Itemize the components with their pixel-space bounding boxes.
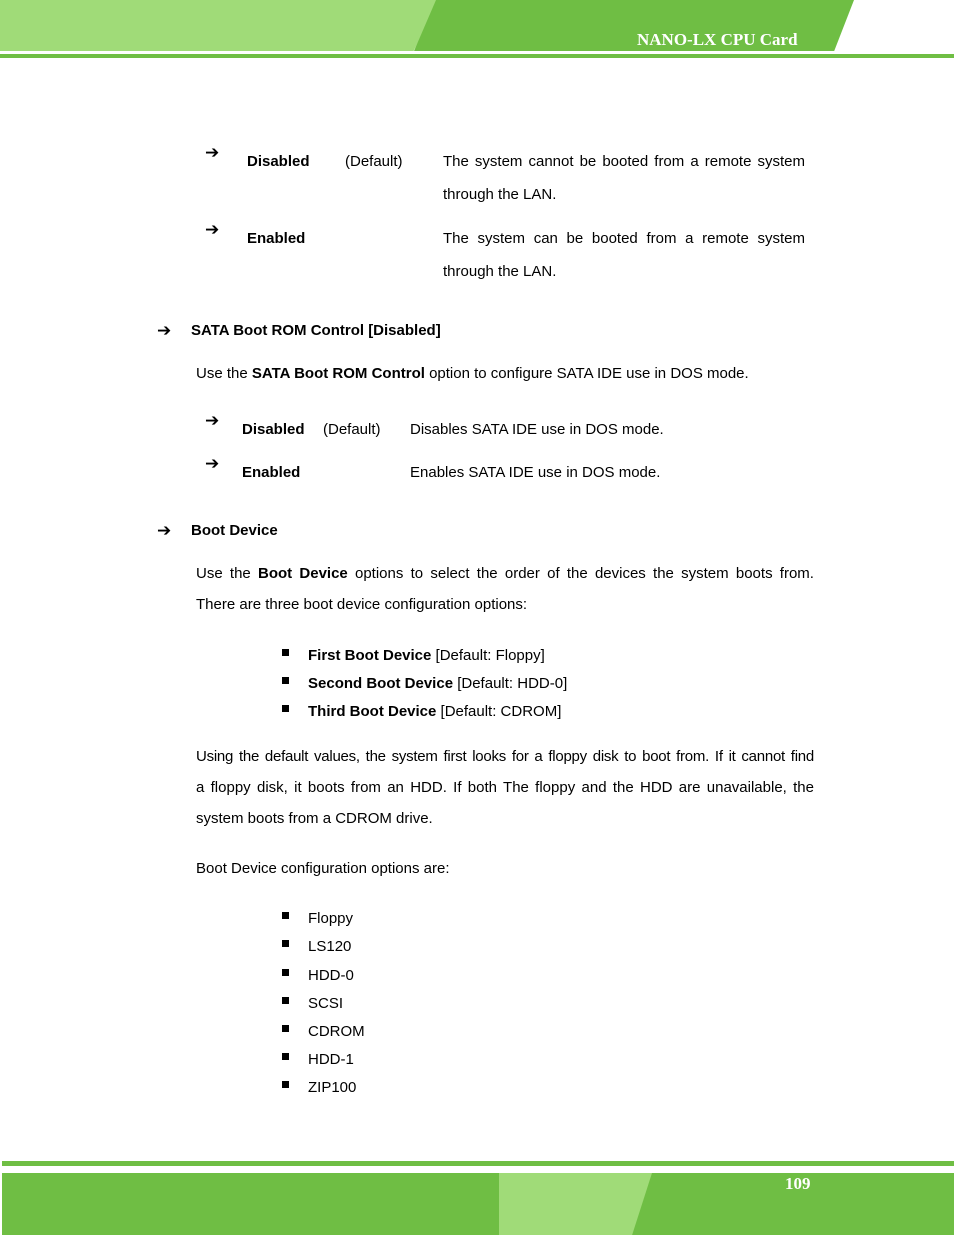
sata-option-disabled-tag: (Default) [323,421,381,438]
sata-option-enabled-desc: Enables SATA IDE use in DOS mode. [410,464,661,481]
arrow-icon: ➔ [205,143,220,163]
arrow-icon: ➔ [157,321,172,341]
footer-rule [2,1161,954,1166]
bullet-square-icon [282,677,289,684]
sata-option-disabled-desc: Disables SATA IDE use in DOS mode. [410,421,664,438]
header-rule [0,54,954,58]
footer-band-dark [2,1173,954,1235]
bullet-square-icon [282,1053,289,1060]
boot-device-options-intro: Boot Device configuration options are: [196,860,450,877]
lan-option-enabled-desc-line2: through the LAN. [443,263,557,280]
sata-option-disabled-name: Disabled [242,421,305,438]
boot-device-intro-line2: There are three boot device configuration options: [196,596,528,613]
boot-device-para-line3: system boots from a CDROM drive. [196,810,433,827]
boot-device-option: HDD-1 [308,1051,354,1068]
arrow-icon: ➔ [205,411,220,431]
bullet-square-icon [282,940,289,947]
boot-order-item: Second Boot Device [Default: HDD-0] [308,675,568,692]
boot-device-option: ZIP100 [308,1079,357,1096]
boot-device-para-line2: a floppy disk, it boots from an HDD. If both The floppy and the HDD are unavailable, the [196,779,814,796]
bullet-square-icon [282,912,289,919]
boot-device-option: Floppy [308,910,354,927]
page-number: 109 [785,1174,811,1193]
sata-option-enabled-name: Enabled [242,464,301,481]
lan-option-disabled-tag: (Default) [345,153,403,170]
boot-device-option: HDD-0 [308,967,354,984]
lan-option-enabled-name: Enabled [247,230,306,247]
bullet-square-icon [282,1025,289,1032]
arrow-icon: ➔ [205,454,220,474]
bullet-square-icon [282,649,289,656]
lan-option-enabled-desc-line1: The system can be booted from a remote system [443,230,805,247]
footer-band-light [499,1173,652,1235]
boot-order-item: Third Boot Device [Default: CDROM] [308,703,562,720]
boot-device-option: LS120 [308,938,352,955]
arrow-icon: ➔ [157,521,172,541]
boot-device-option: SCSI [308,995,344,1012]
lan-option-disabled-name: Disabled [247,153,310,170]
boot-device-option: CDROM [308,1023,365,1040]
lan-option-disabled-desc-line1: The system cannot be booted from a remote system [443,153,805,170]
boot-device-heading: Boot Device [191,522,278,539]
boot-device-para-line1: Using the default values, the system first looks for a floppy disk to boot from. If it cannot find [196,748,814,765]
boot-device-intro-line1: Use the Boot Device options to select the order of the devices the system boots from. [196,565,814,582]
bullet-square-icon [282,705,289,712]
bullet-square-icon [282,969,289,976]
header-title: NANO-LX CPU Card [637,30,798,49]
sata-intro: Use the SATA Boot ROM Control option to configure SATA IDE use in DOS mode. [196,365,749,382]
bullet-square-icon [282,1081,289,1088]
bullet-square-icon [282,997,289,1004]
lan-option-disabled-desc-line2: through the LAN. [443,186,557,203]
arrow-icon: ➔ [205,220,220,240]
boot-order-item: First Boot Device [Default: Floppy] [308,647,545,664]
sata-heading: SATA Boot ROM Control [Disabled] [191,322,441,339]
header-band-light [0,0,440,51]
